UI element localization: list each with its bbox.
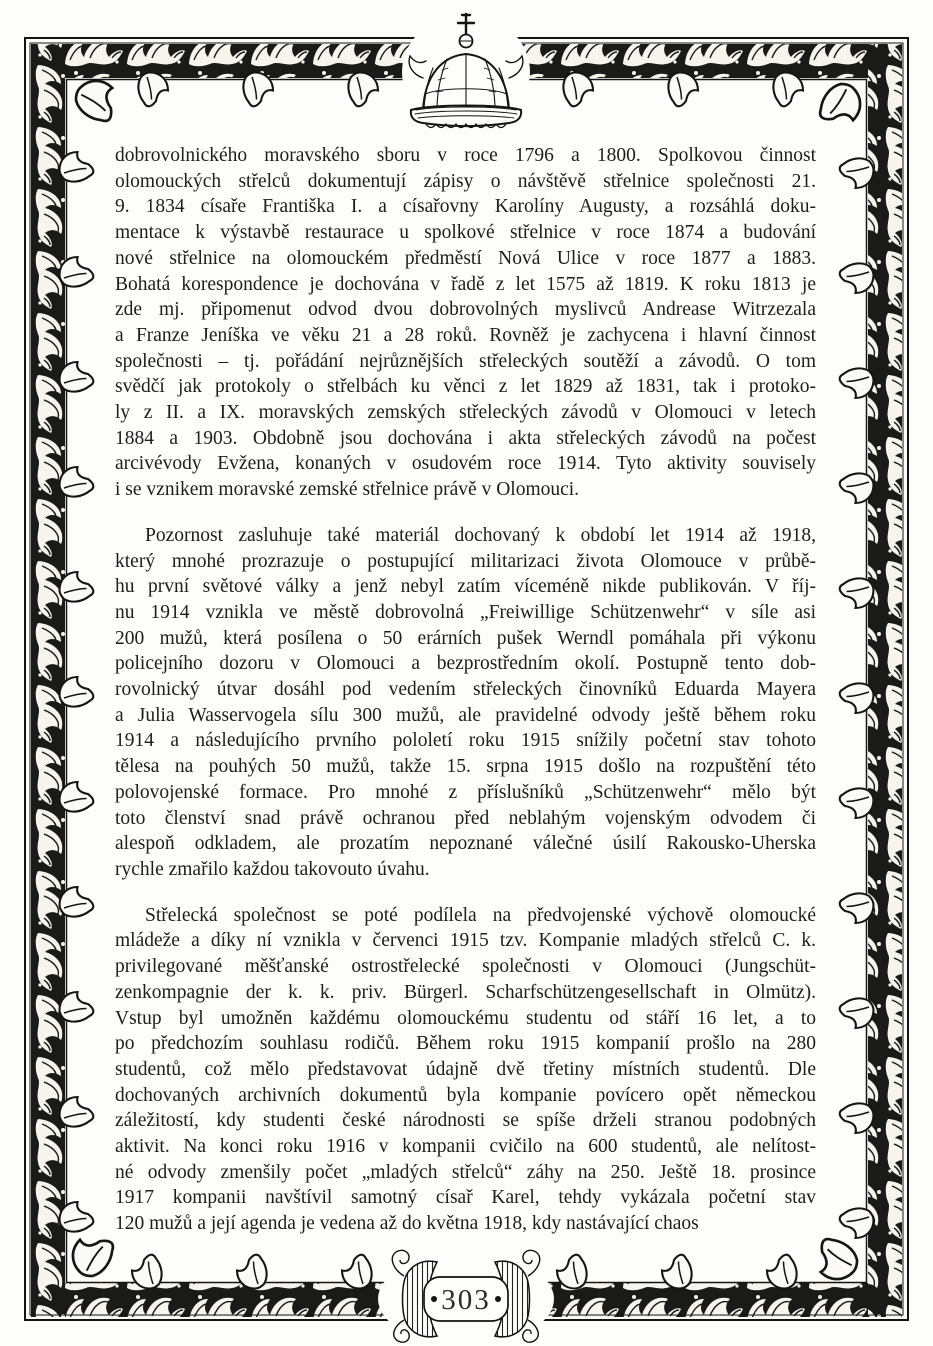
leaf-ornament [60,152,94,182]
leaf-ornament [840,473,874,503]
paragraph [115,523,816,883]
paragraph [115,143,816,503]
page-number: 303 [441,1284,491,1316]
text-line: 1914 a následujícího prvního pololetí roku 1915 snížily početní stav tohoto [115,730,816,752]
leaf-ornament [60,257,94,287]
page-text [115,143,816,1237]
text-line: Pozornost zasluhuje také materiál dochovaný k období let 1914 až 1918, [145,524,816,546]
text-line: aktivit. Na konci roku 1916 v kompanii cvičilo na 600 studentů, ale nelítost- [115,1136,816,1158]
text-line: olomouckých střelců dokumentují zápisy o návštěvě střelnice společnosti 21. [115,170,816,192]
text-line: né odvody zmenšily počet „mladých střelců“ záhy na 250. Ještě 18. prosince [115,1161,816,1183]
text-line: rovolnický útvar dosáhl pod vedením střeleckých činovníků Eduarda Mayera [115,679,816,701]
leaf-ornament [563,73,593,107]
text-line: alespoň odkladem, ale prozatím nepoznané válečné úsilí Rakousko-Uherska [115,833,816,855]
leaf-ornament [812,78,869,135]
text-line: nové střelnice na olomouckém předměstí Nová Ulice v roce 1877 a 1883. [115,247,816,269]
leaf-ornament [557,1255,587,1289]
leaf-ornament [132,1255,162,1289]
text-line: Bohatá korespondence je dochována v řadě z let 1575 až 1819. K roku 1813 je [115,273,816,295]
text-line: tělesa na pouhých 50 mužů, takže 15. srpna 1915 došlo na rozpuštění této [115,756,816,778]
text-line: dobrovolnického moravského sboru v roce 1796 a 1800. Spolkovou činnost [115,145,816,166]
text-line: 9. 1834 císaře Františka I. a císařovny Karolíny Augusty, a rozsáhlá doku- [115,196,816,218]
leaf-ornament [840,263,874,293]
leaf-ornament [668,73,698,107]
text-line: mentace k výstavbě restaurace u spolkové střelnice v roce 1874 a budování [115,222,816,244]
text-line: záležitostí, kdy studenti české národnosti se spíše drželi stranou podobných [115,1110,816,1132]
text-line: 1917 kompanii navštívil samotný císař Karel, tehdy vykázala početní stav [115,1187,816,1209]
leaf-ornament [348,73,378,107]
leaf-ornament [840,683,874,713]
leaf-ornament [60,677,94,707]
text-line: zde mj. připomenut odvod dvou dobrovolných myslivců Andrease Witrzezala [115,299,816,321]
leaf-ornament [840,578,874,608]
text-line: společnosti – tj. pořádání nejrůznějších střeleckých soutěží a závodů. O tom [115,350,816,372]
text-line: Střelecká společnost se poté podílela na předvojenské výchově olomoucké [145,904,816,926]
text-line: svědčí jak protokoly o střelbách ku věnci z let 1829 až 1831, tak i protoko- [115,376,816,398]
text-line: po předchozím souhlasu rodičů. Během roku 1915 kompanií prošlo na 280 [115,1033,816,1055]
leaf-ornament [60,572,94,602]
text-line: nu 1914 vznikla ve městě dobrovolná „Freiwillige Schützenwehr“ v síle asi [115,601,816,623]
leaf-ornament [840,1208,874,1238]
paragraph [115,903,816,1237]
text-line: studentů, což mělo představovat údajně dvě třetiny místních studentů. Dle [115,1058,816,1080]
imperial-crown-icon [402,14,530,130]
text-line: 1884 a 1903. Obdobně jsou dochována i akta střeleckých závodů na počest [115,427,816,449]
text-line: a Julia Wasservogela sílu 300 mužů, ale pravidelné odvody ještě během roku [115,704,816,726]
text-line: privilegované měšťanské ostrostřelecké společnosti v Olomouci (Jungschüt- [115,956,816,978]
leaf-ornament [840,1103,874,1133]
text-line: Vstup byl umožněn každému olomouckému studentu od stáří 16 let, a to [115,1007,816,1029]
leaf-ornament [773,73,803,107]
leaf-ornament [840,158,874,188]
text-line: policejního dozoru v Olomouci a bezprostředním okolí. Postupně tento dob- [115,653,816,675]
leaf-ornament [840,998,874,1028]
leaf-ornament [60,782,94,812]
leaf-ornament [60,887,94,917]
leaf-ornament [807,1231,864,1288]
text-line: a Franze Jeníška ve věku 21 a 28 roků. Rovněž je zachycena i hlavní činnost [115,324,816,346]
text-line: polovojenské formace. Pro mnohé z příslušníků „Schützenwehr“ mělo být [115,781,816,803]
leaf-ornament [662,1255,692,1289]
leaf-ornament [60,1202,94,1232]
leaf-ornament [767,1255,797,1289]
text-line: ly z II. a IX. moravských zemských střeleckých závodů v Olomouci v letech [115,402,816,424]
text-line: zenkompagnie der k. k. priv. Bürgerl. Scharfschützengesellschaft in Olmütz). [115,981,816,1003]
text-line: arcivévody Evžena, konaných v osudovém roce 1914. Tyto aktivity souvisely [115,453,816,475]
leaf-ornament [70,72,127,129]
text-line: dochovaných archivních dokumentů byla kompanie povícero opět německou [115,1084,816,1106]
text-line: toto členství snad právě ochranou před neblahým vojenským odvodem či [115,807,816,829]
leaf-ornament [64,1226,121,1283]
leaf-ornament [60,992,94,1022]
leaf-ornament [237,1255,267,1289]
leaf-ornament [60,1097,94,1127]
text-line: hu první světové války a jenž nebyl zatím víceméně nikde publikován. V říj- [115,576,816,598]
leaf-ornament [342,1255,372,1289]
leaf-ornament [138,73,168,107]
text-line: 200 mužů, která posílena o 50 erárních pušek Werndl pomáhala při výkonu [115,627,816,649]
text-line: 120 mužů a její agenda je vedena až do května 1918, kdy nastávající chaos [115,1213,699,1235]
leaf-ornament [60,467,94,497]
text-line: rychle zmařilo každou takovouto úvahu. [115,858,430,880]
text-line: i se vznikem moravské zemské střelnice právě v Olomouci. [115,479,580,501]
leaf-ornament [840,788,874,818]
leaf-ornament [840,368,874,398]
leaf-ornament [243,73,273,107]
leaf-ornament [60,362,94,392]
text-line: mládeže a díky ní vznikla v červenci 1915 tzv. Kompanie mladých střelců C. k. [115,930,816,952]
text-line: který mnohé prozrazuje o postupující militarizaci života Olomouce v průbě- [115,550,816,572]
page-number-cartouche [378,1250,554,1345]
leaf-ornament [840,893,874,923]
